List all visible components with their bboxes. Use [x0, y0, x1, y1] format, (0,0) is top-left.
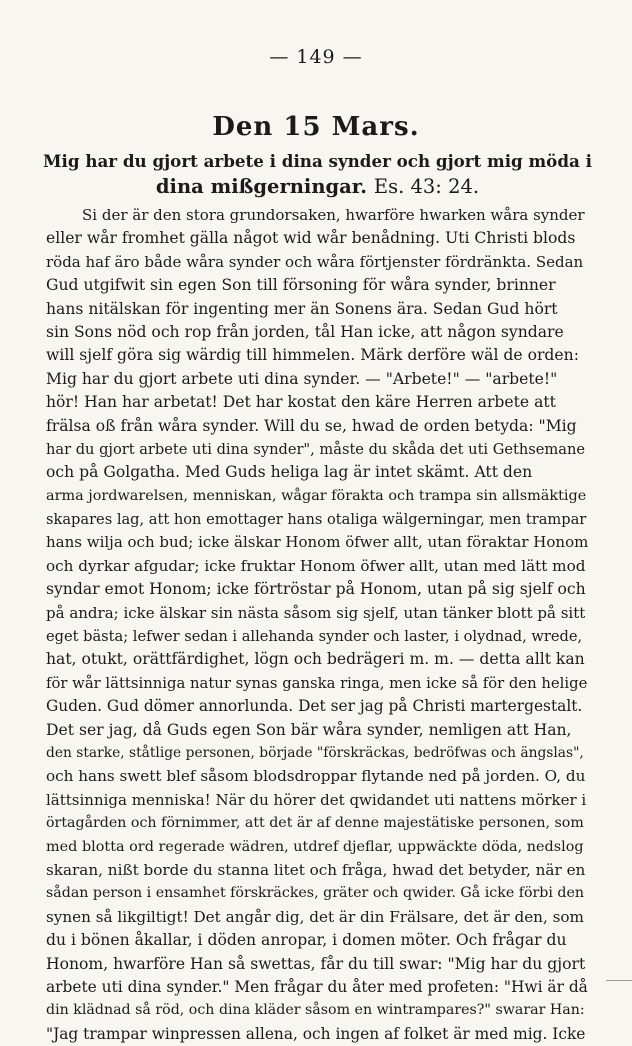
scripture-verse — [40, 148, 595, 200]
verse-reference: Es. 43: 24. — [373, 175, 480, 198]
text-line: med blotta ord regerade wädren, utdref djeflar, uppwäckte döda, nedslog — [46, 838, 584, 855]
text-line: arbete uti dina synder." Men frågar du åter med profeten: "Hwi är då — [46, 977, 588, 996]
text-line: den starke, ståtlige personen, började "förskräckas, bedröfwas och ängslas", — [46, 744, 584, 761]
text-line: du i bönen åkallar, i döden anropar, i domen möter. Och frågar du — [46, 931, 567, 950]
text-line: Guden. Gud dömer annorlunda. Det ser jag på Christi martergestalt. — [46, 697, 583, 716]
text-line: Mig har du gjort arbete uti dina synder. — "Arbete!" — "arbete!" — [46, 369, 558, 388]
text-line: för wår lättsinniga natur synas ganska ringa, men icke så för den helige — [46, 674, 588, 692]
text-line: på andra; icke älskar sin nästa såsom sig sjelf, utan tänker blott på sitt — [46, 603, 586, 622]
text-line: synen så likgiltigt! Det angår dig, det är din Frälsare, det är den, som — [46, 907, 584, 926]
text-line: och dyrkar afgudar; icke fruktar Honom öfwer allt, utan med lätt mod — [46, 556, 586, 575]
verse-line-with-reference — [40, 174, 595, 200]
text-line: Det ser jag, då Guds egen Son bär wåra synder, nemligen att Han, — [46, 720, 572, 739]
text-line: skaran, nißt borde du stanna litet och fråga, hwad det betyder, när en — [46, 860, 586, 879]
text-line: Si der är den stora grundorsaken, hwarföre hwarken wåra synder — [82, 206, 585, 224]
text-line: röda haf äro både wåra synder och wåra förtjenster fördränkta. Sedan — [46, 252, 584, 271]
text-line: och hans swett blef såsom blodsdroppar flytande ned på jorden. O, du — [46, 767, 586, 786]
devotional-text — [46, 204, 588, 1046]
text-line: din klädnad så röd, och dina kläder såsom en wintrampares?" swarar Han: — [46, 1002, 585, 1019]
text-line: har du gjort arbete uti dina synder", måste du skåda det uti Gethsemane — [46, 440, 585, 458]
text-line: hans wilja och bud; icke älskar Honom öfwer allt, utan föraktar Honom — [46, 533, 588, 552]
verse-line: Mig har du gjort arbete i dina synder och gjort mig möda i — [43, 151, 592, 171]
text-line: hans nitälskan för ingenting mer än Sonens ära. Sedan Gud hört — [46, 299, 558, 318]
text-line: "Jag trampar winpressen allena, och ingen af folket är med mig. Icke — [46, 1024, 586, 1043]
text-line: Honom, hwarföre Han så swettas, får du till swar: "Mig har du gjort — [46, 954, 586, 973]
text-line: Gud utgifwit sin egen Son till försoning för wåra synder, brinner — [46, 276, 556, 295]
text-line: syndar emot Honom; icke förtröstar på Honom, utan på sig sjelf och — [46, 580, 586, 599]
text-line: lättsinniga menniska! När du hörer det qwidandet uti nattens mörker i — [46, 790, 587, 809]
text-line: sådan person i ensamhet förskräckes, gräter och qwider. Gå icke förbi den — [46, 885, 585, 902]
page-number: — 149 — — [269, 46, 363, 68]
text-line: eller wår fromhet gälla något wid wår benådning. Uti Christi blods — [46, 229, 576, 248]
text-line: arma jordwarelsen, menniskan, wågar förakta och trampa sin allsmäktige — [46, 487, 587, 504]
text-line: och på Golgatha. Med Guds heliga lag är intet skämt. Att den — [46, 463, 533, 482]
day-title: Den 15 Mars. — [212, 112, 420, 142]
text-line: hör! Han har arbetat! Det har kostat den käre Herren arbete att — [46, 393, 556, 412]
text-line: sin Sons nöd och rop från jorden, tål Han icke, att någon syndare — [46, 322, 564, 341]
text-line: eget bästa; lefwer sedan i allehanda synder och laster, i olydnad, wrede, — [46, 628, 583, 646]
verse-text: dina mißgerningar. — [155, 175, 368, 198]
text-line: frälsa oß från wåra synder. Will du se, hwad de orden betyda: "Mig — [46, 416, 577, 435]
text-line: hat, otukt, orättfärdighet, lögn och bedrägeri m. m. — detta allt kan — [46, 650, 585, 669]
page-edge-divider — [606, 980, 632, 981]
text-line: skapares lag, att hon emottager hans otaliga wälgerningar, men trampar — [46, 511, 587, 529]
text-line: örtagården och förnimmer, att det är af denne majestätiske personen, som — [46, 815, 584, 832]
text-line: will sjelf göra sig wärdig till himmelen. Märk derföre wäl de orden: — [46, 346, 579, 365]
